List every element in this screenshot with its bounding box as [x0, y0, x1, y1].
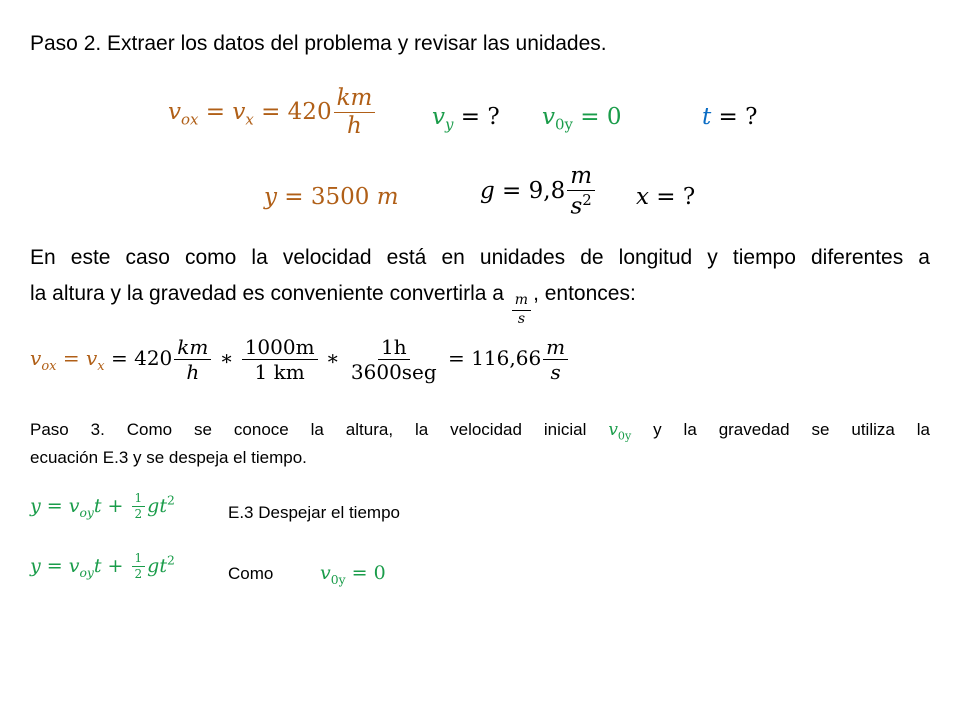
equation-como: $y = v_{oy}t$ + $\frac{1}{2}$ $gt^2$ [30, 551, 175, 582]
x-unknown: x = ? [636, 184, 696, 210]
conversion-equation: $v_{ox} = v_x = 420$ $\frac{km}{h}$ ∗ $\frac{1000m}{1 km}$ ∗ $\frac{1h}{\text{3600seg}}$ = 116,66 $\frac{m}{s}$ [30, 336, 570, 383]
e3-label: E.3 Despejar el tiempo [228, 503, 400, 522]
t-unknown: t = ? [702, 104, 758, 130]
explanation-paragraph: En este caso como la velocidad está en unidades de longitud y tiempo diferentes a la altura y la gravedad es conveniente convertirla a $\frac{m}{s}$ , entonces: [30, 246, 930, 327]
v0y-value: $v_{0y} = 0$ [542, 104, 622, 134]
vy-unknown: $v_y$ = ? [432, 104, 500, 134]
como-label: Como [228, 564, 274, 583]
y-value: y = 3500 m [264, 184, 399, 210]
step2-title: Paso 2. Extraer los datos del problema y revisar las unidades. [30, 32, 607, 55]
step3-paragraph: Paso 3. Como se conoce la altura, la velocidad inicial $v_{0y}$ y la gravedad se utiliza la ecuación E.3 y se despeja el tiempo. [30, 420, 930, 468]
equation-e3: $y = v_{oy}t$ + $\frac{1}{2}$ $gt^2$ [30, 491, 175, 522]
vox-eq-vx: $v_{ox} = v_x = 420$ $\frac{km}{h}$ [168, 99, 377, 125]
g-value: g = 9,8 $\frac{m}{s^2}$ [480, 164, 597, 220]
data-row-1 [168, 86, 377, 150]
v0y-zero: $v_{0y} = 0$ [320, 562, 386, 587]
